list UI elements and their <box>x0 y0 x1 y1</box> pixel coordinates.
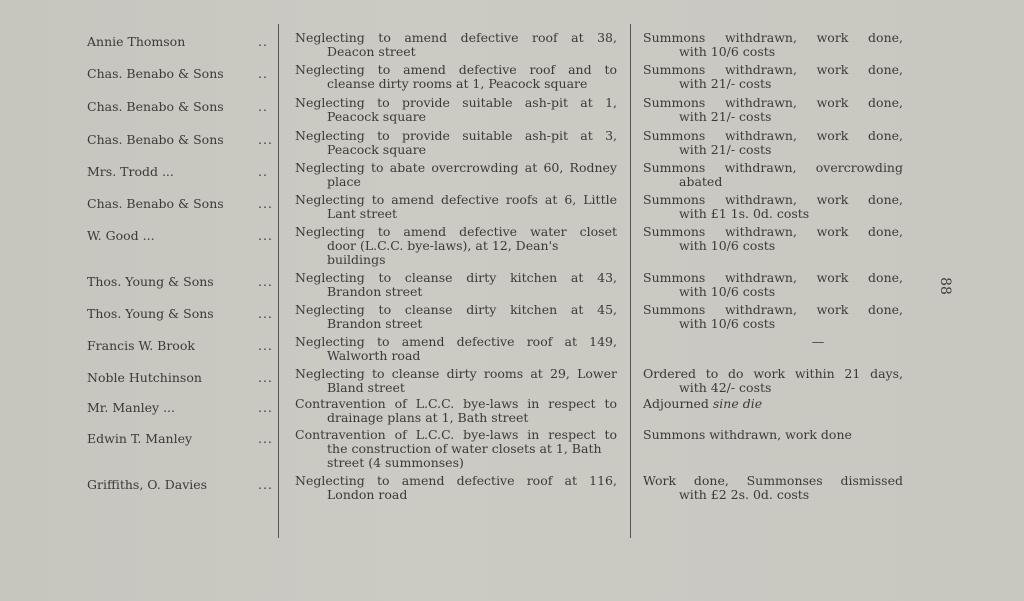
offence-cell <box>295 31 617 59</box>
offence-line: Neglecting to cleanse dirty rooms at 29, Lower <box>295 366 617 381</box>
defendant-name: Mr. Manley ... <box>87 400 176 415</box>
offence-cell <box>295 474 617 502</box>
defendant-name: Francis W. Brook <box>87 338 195 353</box>
offence-continuation: drainage plans at 1, Bath street <box>327 410 529 425</box>
defendant-name: Noble Hutchinson <box>87 370 202 385</box>
result-line: Ordered to do work within 21 days, <box>643 366 903 381</box>
offence-continuation: Peacock square <box>327 142 427 157</box>
result-line: Adjourned sine die <box>643 396 763 411</box>
offence-continuation: Deacon street <box>327 44 416 59</box>
leader-dots: .. <box>258 34 268 49</box>
offence-cell <box>295 335 617 363</box>
defendant-name: Chas. Benabo & Sons <box>87 66 224 81</box>
result-line: Summons withdrawn, work done <box>643 427 852 442</box>
leader-dots: ... <box>258 477 273 492</box>
defendant-name: Griffiths, O. Davies <box>87 477 208 492</box>
result-cell <box>643 428 903 442</box>
offence-cell <box>295 193 617 221</box>
offence-line: Neglecting to provide suitable ash-pit at 1, <box>295 95 617 110</box>
result-continuation: with £2 2s. 0d. costs <box>679 487 810 502</box>
result-line: Work done, Summonses dismissed <box>643 473 903 488</box>
result-line: Summons withdrawn, work done, <box>643 128 903 143</box>
offence-continuation: Peacock square <box>327 109 427 124</box>
defendant-name: Edwin T. Manley <box>87 431 193 446</box>
offence-line: Neglecting to abate overcrowding at 60, Rodney <box>295 160 617 175</box>
offence-continuation: Lant street <box>327 206 398 221</box>
offence-line: Contravention of L.C.C. bye-laws in respect to <box>295 396 617 411</box>
result-cell <box>643 225 903 253</box>
leader-dots: ... <box>258 431 273 446</box>
offence-line: Neglecting to amend defective roof at 149, <box>295 334 617 349</box>
result-continuation: with 10/6 costs <box>679 316 776 331</box>
result-line: Summons withdrawn, work done, <box>643 270 903 285</box>
offence-line: Contravention of L.C.C. bye-laws in respect to <box>295 427 617 442</box>
result-cell <box>643 96 903 124</box>
offence-continuation: the construction of water closets at 1, Bath street (4 summonses) <box>327 441 602 470</box>
defendant-name: Annie Thomson <box>87 34 186 49</box>
defendant-name: Chas. Benabo & Sons <box>87 196 224 211</box>
result-line: Summons withdrawn, work done, <box>643 62 903 77</box>
leader-dots: ... <box>258 400 273 415</box>
result-continuation: with 21/- costs <box>679 109 772 124</box>
page-number: 88 <box>936 277 953 295</box>
result-cell <box>643 303 903 331</box>
defendant-name: Chas. Benabo & Sons <box>87 132 224 147</box>
result-continuation: with 10/6 costs <box>679 238 776 253</box>
leader-dots: ... <box>258 196 273 211</box>
result-continuation: abated <box>679 174 723 189</box>
result-line: Summons withdrawn, work done, <box>643 224 903 239</box>
offence-cell <box>295 303 617 331</box>
leader-dots: ... <box>258 132 273 147</box>
result-cell <box>643 397 903 411</box>
defendant-name: Thos. Young & Sons <box>87 274 214 289</box>
defendant-name: Thos. Young & Sons <box>87 306 214 321</box>
result-line: Summons withdrawn, work done, <box>643 95 903 110</box>
offence-cell <box>295 225 617 267</box>
offence-line: Neglecting to cleanse dirty kitchen at 45, <box>295 302 617 317</box>
leader-dots: .. <box>258 164 268 179</box>
offence-cell <box>295 428 617 470</box>
result-continuation: with 21/- costs <box>679 142 772 157</box>
result-line: Summons withdrawn, overcrowding <box>643 160 903 175</box>
result-continuation: with £1 1s. 0d. costs <box>679 206 810 221</box>
result-continuation: with 42/- costs <box>679 380 772 395</box>
leader-dots: ... <box>258 338 273 353</box>
offence-continuation: Brandon street <box>327 316 423 331</box>
column-rule-2 <box>630 24 631 538</box>
offence-cell <box>295 367 617 395</box>
offence-continuation: door (L.C.C. bye-laws), at 12, Dean's buildings <box>327 238 559 267</box>
offence-line: Neglecting to amend defective roof at 116, <box>295 473 617 488</box>
offence-cell <box>295 129 617 157</box>
result-dash: — <box>811 334 825 349</box>
offence-line: Neglecting to provide suitable ash-pit at 3, <box>295 128 617 143</box>
column-rule-1 <box>278 24 279 538</box>
offence-continuation: Bland street <box>327 380 405 395</box>
leader-dots: ... <box>258 228 273 243</box>
result-cell <box>643 161 903 189</box>
result-continuation: with 10/6 costs <box>679 44 776 59</box>
leader-dots: .. <box>258 99 268 114</box>
result-continuation: with 10/6 costs <box>679 284 776 299</box>
offence-cell <box>295 271 617 299</box>
offence-continuation: place <box>327 174 361 189</box>
offence-cell <box>295 63 617 91</box>
offence-continuation: Walworth road <box>327 348 421 363</box>
result-cell <box>643 271 903 299</box>
leader-dots: .. <box>258 66 268 81</box>
offence-cell <box>295 96 617 124</box>
offence-line: Neglecting to amend defective roofs at 6, Little <box>295 192 617 207</box>
offence-cell <box>295 161 617 189</box>
offence-continuation: Brandon street <box>327 284 423 299</box>
offence-continuation: London road <box>327 487 408 502</box>
defendant-name: W. Good ... <box>87 228 155 243</box>
leader-dots: ... <box>258 306 273 321</box>
result-cell <box>643 367 903 395</box>
result-cell <box>643 129 903 157</box>
offence-line: Neglecting to cleanse dirty kitchen at 43, <box>295 270 617 285</box>
offence-continuation: cleanse dirty rooms at 1, Peacock square <box>327 76 588 91</box>
leader-dots: ... <box>258 274 273 289</box>
result-line: Summons withdrawn, work done, <box>643 192 903 207</box>
result-cell <box>643 474 903 502</box>
offence-cell <box>295 397 617 425</box>
defendant-name: Mrs. Trodd ... <box>87 164 174 179</box>
offence-line: Neglecting to amend defective roof and to <box>295 62 617 77</box>
offence-line: Neglecting to amend defective roof at 38, <box>295 30 617 45</box>
result-cell <box>643 335 903 349</box>
result-cell <box>643 193 903 221</box>
result-cell <box>643 31 903 59</box>
result-continuation: with 21/- costs <box>679 76 772 91</box>
defendant-name: Chas. Benabo & Sons <box>87 99 224 114</box>
leader-dots: ... <box>258 370 273 385</box>
result-cell <box>643 63 903 91</box>
result-line: Summons withdrawn, work done, <box>643 30 903 45</box>
result-line: Summons withdrawn, work done, <box>643 302 903 317</box>
offence-line: Neglecting to amend defective water closet <box>295 224 617 239</box>
